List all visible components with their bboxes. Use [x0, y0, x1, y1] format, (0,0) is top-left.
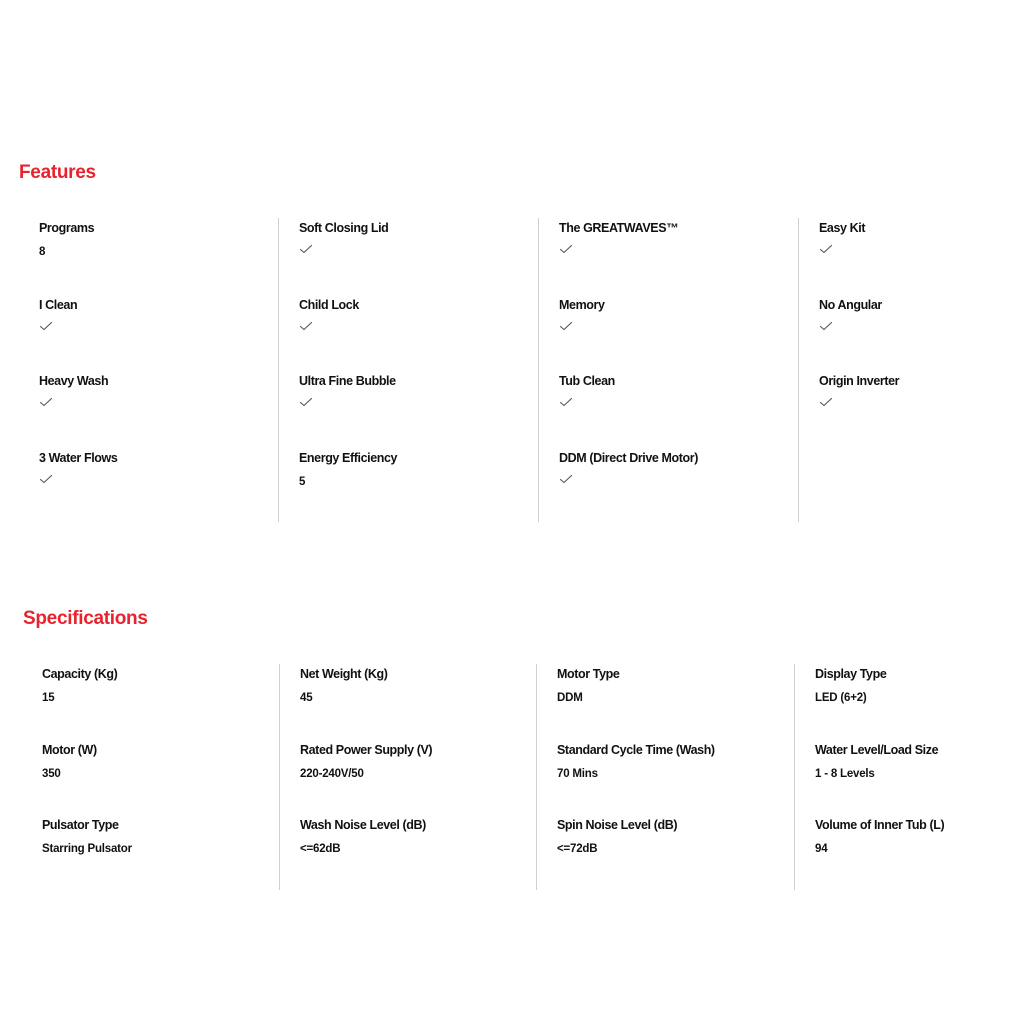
features-item-label: Tub Clean: [559, 374, 615, 388]
specifications-item-label: Net Weight (Kg): [300, 667, 388, 681]
specifications-item-label: Pulsator Type: [42, 818, 119, 832]
features-item-label: The GREATWAVES™: [559, 221, 679, 235]
specifications-item-value: 350: [42, 767, 61, 780]
specifications-item-value: 70 Mins: [557, 767, 598, 780]
specifications-item-label: Water Level/Load Size: [815, 742, 939, 757]
specifications-item-label: Volume of Inner Tub (L): [815, 818, 945, 832]
features-item-label: Child Lock: [299, 297, 359, 312]
features-item: [299, 220, 388, 255]
specifications-item: [300, 817, 426, 857]
specifications-item: [42, 742, 97, 782]
specifications-item-label: Spin Noise Level (dB): [557, 818, 678, 832]
features-item: [819, 297, 882, 332]
specifications-item-value: <=62dB: [300, 843, 341, 855]
features-column-divider: [538, 218, 539, 522]
checkmark-icon: [39, 473, 53, 485]
specifications-item-value: 94: [815, 843, 828, 855]
features-item-label: Soft Closing Lid: [299, 221, 389, 235]
specifications-item-value: <=72dB: [557, 843, 598, 855]
checkmark-icon: [39, 396, 53, 408]
features-item-value: 5: [299, 475, 306, 488]
features-item: [39, 450, 117, 485]
specifications-item-label: Wash Noise Level (dB): [300, 818, 426, 832]
specifications-item-value: 15: [42, 692, 55, 704]
specifications-item-label: Capacity (Kg): [42, 667, 118, 681]
specifications-column-divider: [794, 664, 795, 890]
specifications-item-label: Motor Type: [557, 667, 620, 681]
specifications-item-label: Display Type: [815, 667, 887, 681]
features-item-label: Heavy Wash: [39, 374, 109, 388]
features-item: [559, 373, 615, 408]
features-item: [819, 373, 899, 408]
features-item-label: I Clean: [39, 297, 78, 312]
specifications-item: [42, 666, 117, 706]
features-item: [299, 373, 396, 408]
checkmark-icon: [299, 243, 313, 255]
features-item-label: Origin Inverter: [819, 374, 900, 388]
specifications-item-value: 1 - 8 Levels: [815, 767, 875, 780]
specifications-item-value: DDM: [557, 692, 583, 704]
checkmark-icon: [39, 320, 53, 332]
checkmark-icon: [299, 396, 313, 408]
specifications-item-label: Rated Power Supply (V): [300, 742, 433, 757]
specifications-item: [42, 817, 132, 857]
specifications-item: [815, 742, 938, 782]
specifications-item-value: 220-240V/50: [300, 767, 364, 780]
features-item: [39, 297, 77, 332]
specifications-item-label: Motor (W): [42, 742, 97, 757]
features-item-label: Energy Efficiency: [299, 450, 398, 465]
specifications-item: [557, 742, 715, 782]
checkmark-icon: [559, 243, 573, 255]
specifications-item: [815, 817, 944, 857]
specifications-heading: Specifications: [23, 608, 148, 629]
checkmark-icon: [299, 320, 313, 332]
features-heading: Features: [19, 162, 96, 183]
features-column-divider: [798, 218, 799, 522]
specifications-item: [557, 817, 677, 857]
specifications-item-value: LED (6+2): [815, 692, 867, 704]
specifications-item: [300, 742, 432, 782]
specifications-item-label: Standard Cycle Time (Wash): [557, 742, 715, 757]
checkmark-icon: [819, 396, 833, 408]
features-item: [559, 297, 605, 332]
features-item-label: Easy Kit: [819, 221, 866, 235]
features-item: [39, 220, 94, 260]
checkmark-icon: [559, 473, 573, 485]
specifications-column-divider: [536, 664, 537, 890]
specifications-item-value: Starring Pulsator: [42, 843, 132, 855]
features-item: [819, 220, 865, 255]
features-item-label: Ultra Fine Bubble: [299, 374, 396, 388]
features-column-divider: [278, 218, 279, 522]
features-item: [559, 450, 698, 485]
specifications-item: [557, 666, 619, 706]
features-item-label: DDM (Direct Drive Motor): [559, 450, 699, 465]
checkmark-icon: [559, 320, 573, 332]
checkmark-icon: [819, 243, 833, 255]
checkmark-icon: [559, 396, 573, 408]
specifications-item: [815, 666, 886, 706]
features-item: [559, 220, 678, 255]
features-item: [299, 297, 359, 332]
features-item-label: 3 Water Flows: [39, 450, 118, 465]
features-item-label: No Angular: [819, 297, 882, 312]
features-item-label: Memory: [559, 297, 605, 312]
specifications-item-value: 45: [300, 692, 313, 704]
features-item-label: Programs: [39, 221, 95, 235]
specifications-column-divider: [279, 664, 280, 890]
features-item-value: 8: [39, 246, 46, 258]
features-item: [299, 450, 397, 490]
checkmark-icon: [819, 320, 833, 332]
features-item: [39, 373, 108, 408]
specifications-item: [300, 666, 388, 706]
